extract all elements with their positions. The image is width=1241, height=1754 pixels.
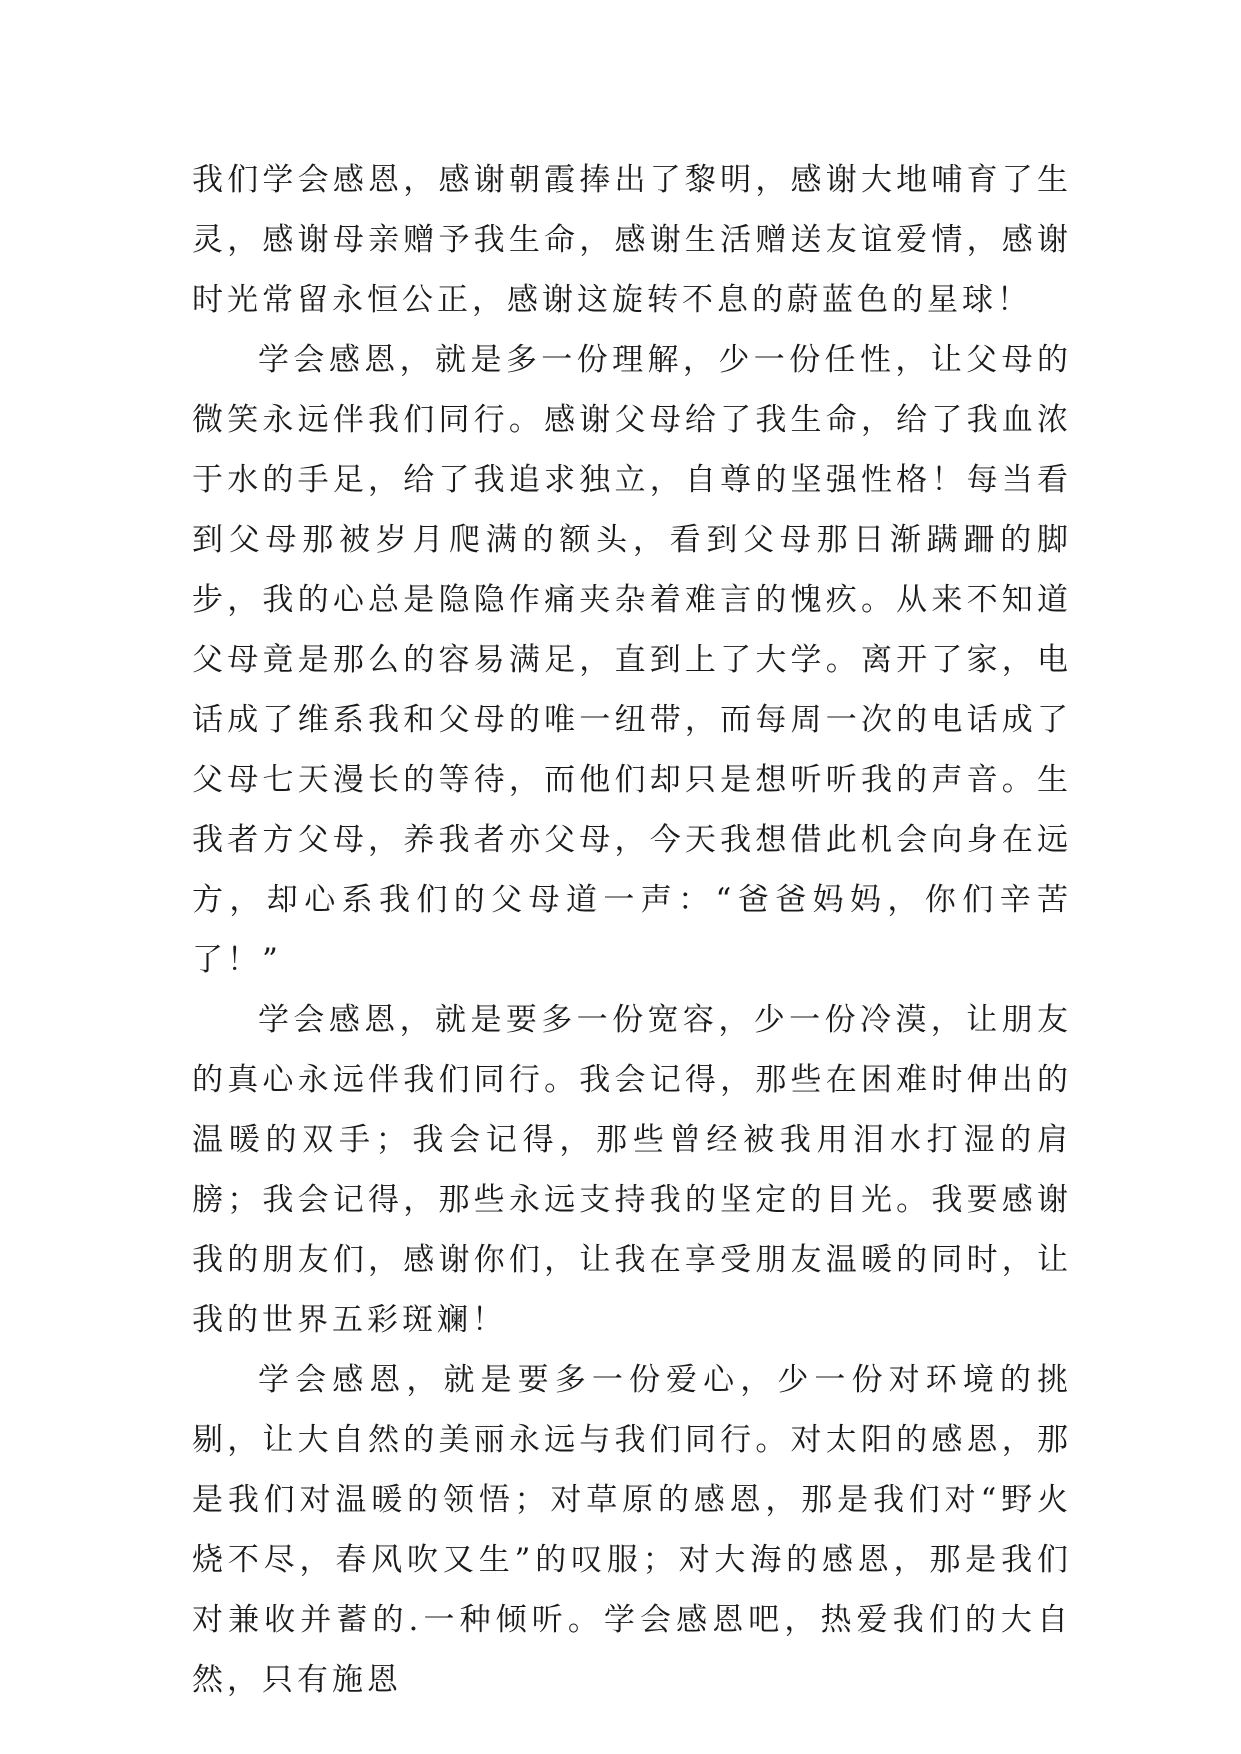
paragraph-friends: 学会感恩，就是要多一份宽容，少一份冷漠，让朋友的真心永远伴我们同行。我会记得，那些在困难时伸出的温暖的双手；我会记得，那些曾经被我用泪水打湿的肩膀；我会记得，那些永远支持我的坚定的目光。我要感谢我的朋友们，感谢你们，让我在享受朋友温暖的同时，让我的世界五彩斑斓！ [192,1002,1072,1338]
paragraph-parents: 学会感恩，就是多一份理解，少一份任性，让父母的微笑永远伴我们同行。感谢父母给了我生命，给了我血浓于水的手足，给了我追求独立，自尊的坚强性格！每当看到父母那被岁月爬满的额头，看到父母那日渐蹒跚的脚步，我的心总是隐隐作痛夹杂着难言的愧疚。从来不知道父母竟是那么的容易满足，直到上了大学。离开了家，电话成了维系我和父母的唯一纽带，而每周一次的电话成了父母七天漫长的等待，而他们却只是想听听我的声音。生我者方父母，养我者亦父母，今天我想借此机会向身在远方，却心系我们的父母道一声：“爸爸妈妈，你们辛苦了！” [192,342,1072,978]
body-text [192,150,1072,1710]
paragraph-nature: 学会感恩，就是要多一份爱心，少一份对环境的挑剔，让大自然的美丽永远与我们同行。对太阳的感恩，那是我们对温暖的领悟；对草原的感恩，那是我们对“野火烧不尽，春风吹又生”的叹服；对大海的感恩，那是我们对兼收并蓄的.一种倾听。学会感恩吧，热爱我们的大自然，只有施恩 [192,1362,1072,1698]
paragraph-continued: 我们学会感恩，感谢朝霞捧出了黎明，感谢大地哺育了生灵，感谢母亲赠予我生命，感谢生活赠送友谊爱情，感谢时光常留永恒公正，感谢这旋转不息的蔚蓝色的星球！ [192,162,1072,318]
